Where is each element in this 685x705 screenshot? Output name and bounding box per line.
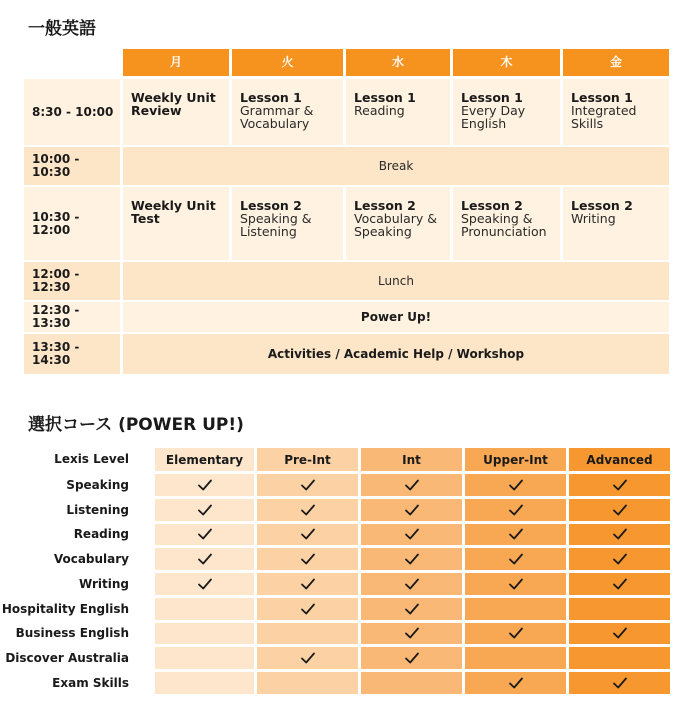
course-level-cell (257, 523, 358, 545)
check-icon (508, 626, 524, 640)
course-level-cell (155, 474, 254, 496)
check-icon (404, 651, 420, 665)
check-icon (197, 527, 213, 541)
course-name: Reading (73, 527, 129, 542)
course-level-cell (465, 598, 566, 620)
course-level-cell (155, 598, 254, 620)
check-icon (612, 577, 628, 591)
course-level-cell (569, 598, 670, 620)
check-icon (404, 626, 420, 640)
lesson-subject: Vocabulary & Speaking (354, 211, 438, 239)
course-level-cell (569, 548, 670, 570)
course-level-cell (361, 474, 462, 496)
lesson-cell (563, 187, 669, 260)
course-level-cell (257, 474, 358, 496)
course-level-cell (465, 672, 566, 694)
course-level-cell (361, 499, 462, 521)
check-icon (612, 478, 628, 492)
time-slot: 13:30 - 14:30 (24, 334, 120, 374)
course-level-cell (257, 548, 358, 570)
course-level-cell (569, 499, 670, 521)
check-icon (508, 503, 524, 517)
lesson-subject: Integrated Skills (571, 103, 637, 131)
check-icon (300, 503, 316, 517)
check-icon (300, 478, 316, 492)
course-level-cell (361, 523, 462, 545)
lesson-title: Weekly Unit Review (131, 90, 216, 118)
course-name: Discover Australia (5, 650, 129, 665)
general-english-title: 一般英語 (28, 19, 96, 39)
spanning-slot: Lunch (123, 262, 669, 300)
course-level-cell (257, 499, 358, 521)
lesson-title: Lesson 1 (461, 90, 523, 105)
course-level-cell (569, 474, 670, 496)
check-icon (404, 503, 420, 517)
lesson-cell (346, 187, 450, 260)
course-level-cell (155, 523, 254, 545)
check-icon (197, 503, 213, 517)
check-icon (197, 478, 213, 492)
course-level-cell (465, 548, 566, 570)
check-icon (197, 577, 213, 591)
time-slot: 12:30 - 13:30 (24, 302, 120, 332)
lesson-cell (453, 187, 560, 260)
course-level-cell (361, 548, 462, 570)
check-icon (612, 527, 628, 541)
course-level-cell (257, 598, 358, 620)
schedule-corner (24, 49, 120, 76)
course-level-cell (465, 647, 566, 669)
day-header: 火 (232, 49, 343, 76)
check-icon (508, 577, 524, 591)
lesson-subject: Writing (571, 211, 616, 226)
lexis-level-label: Lexis Level (54, 452, 129, 466)
course-level-cell (257, 622, 358, 644)
course-level-cell (361, 672, 462, 694)
course-level-cell (155, 672, 254, 694)
lesson-title: Lesson 2 (240, 198, 302, 213)
check-icon (612, 552, 628, 566)
check-icon (404, 552, 420, 566)
course-level-cell (569, 523, 670, 545)
course-level-cell (569, 672, 670, 694)
level-header: Upper-Int (483, 452, 548, 467)
check-icon (197, 552, 213, 566)
time-slot: 10:30 - 12:00 (24, 187, 120, 260)
course-level-cell (465, 474, 566, 496)
course-level-cell (569, 573, 670, 595)
course-name: Vocabulary (53, 552, 129, 567)
course-name: Speaking (66, 478, 129, 492)
check-icon (404, 527, 420, 541)
course-name: Hospitality English (1, 601, 129, 616)
lesson-title: Lesson 2 (461, 198, 523, 213)
time-slot: 12:00 - 12:30 (24, 262, 120, 300)
course-name: Exam Skills (52, 675, 129, 690)
lesson-cell (346, 79, 450, 145)
check-icon (300, 651, 316, 665)
course-level-cell (569, 647, 670, 669)
level-header: Elementary (165, 452, 244, 467)
check-icon (508, 552, 524, 566)
lesson-cell (123, 79, 229, 145)
course-level-cell (155, 499, 254, 521)
course-level-cell (465, 523, 566, 545)
time-slot: 10:00 - 10:30 (24, 147, 120, 185)
course-name: Business English (15, 626, 129, 641)
lesson-title: Lesson 1 (571, 90, 633, 105)
check-icon (612, 503, 628, 517)
lesson-cell (453, 79, 560, 145)
course-level-cell (361, 647, 462, 669)
check-icon (404, 478, 420, 492)
check-icon (404, 602, 420, 616)
time-slot: 8:30 - 10:00 (24, 79, 120, 145)
course-level-cell (465, 573, 566, 595)
day-header: 木 (453, 49, 560, 76)
course-name: Listening (66, 502, 129, 517)
course-level-cell (361, 573, 462, 595)
course-level-cell (257, 573, 358, 595)
lesson-title: Lesson 2 (571, 198, 633, 213)
lesson-title: Lesson 2 (354, 198, 416, 213)
weekly-schedule-table (24, 49, 669, 374)
course-level-cell (155, 622, 254, 644)
course-level-cell (361, 598, 462, 620)
day-header: 水 (346, 49, 450, 76)
level-header: Int (402, 452, 421, 467)
course-level-cell (155, 573, 254, 595)
course-level-cell (155, 647, 254, 669)
lesson-cell (563, 79, 669, 145)
course-level-cell (569, 622, 670, 644)
lesson-subject: Speaking & Listening (240, 211, 312, 239)
course-level-cell (257, 672, 358, 694)
check-icon (300, 527, 316, 541)
lesson-subject: Speaking & Pronunciation (461, 211, 547, 239)
lesson-title: Weekly Unit Test (131, 198, 216, 226)
spanning-slot: Break (123, 147, 669, 185)
day-header: 月 (123, 49, 229, 76)
level-header: Advanced (586, 452, 653, 467)
lesson-cell (123, 187, 229, 260)
lesson-title: Lesson 1 (240, 90, 302, 105)
check-icon (300, 552, 316, 566)
level-header: Pre-Int (284, 452, 331, 467)
check-icon (508, 676, 524, 690)
check-icon (508, 527, 524, 541)
check-icon (300, 602, 316, 616)
course-level-cell (257, 647, 358, 669)
course-level-cell (155, 548, 254, 570)
course-level-cell (361, 622, 462, 644)
day-header: 金 (563, 49, 669, 76)
check-icon (300, 577, 316, 591)
lesson-title: Lesson 1 (354, 90, 416, 105)
elective-course-title: 選択コース (POWER UP!) (28, 415, 244, 435)
elective-course-table (0, 448, 685, 698)
lesson-cell (232, 79, 343, 145)
check-icon (404, 577, 420, 591)
lesson-cell (232, 187, 343, 260)
lesson-subject: Grammar & Vocabulary (240, 103, 314, 131)
course-level-cell (465, 622, 566, 644)
lesson-subject: Reading (354, 103, 405, 118)
spanning-slot: Power Up! (123, 302, 669, 332)
check-icon (508, 478, 524, 492)
course-level-cell (465, 499, 566, 521)
lesson-subject: Every Day English (461, 103, 526, 131)
check-icon (612, 626, 628, 640)
check-icon (612, 676, 628, 690)
spanning-slot: Activities / Academic Help / Workshop (123, 334, 669, 374)
course-name: Writing (78, 576, 129, 591)
